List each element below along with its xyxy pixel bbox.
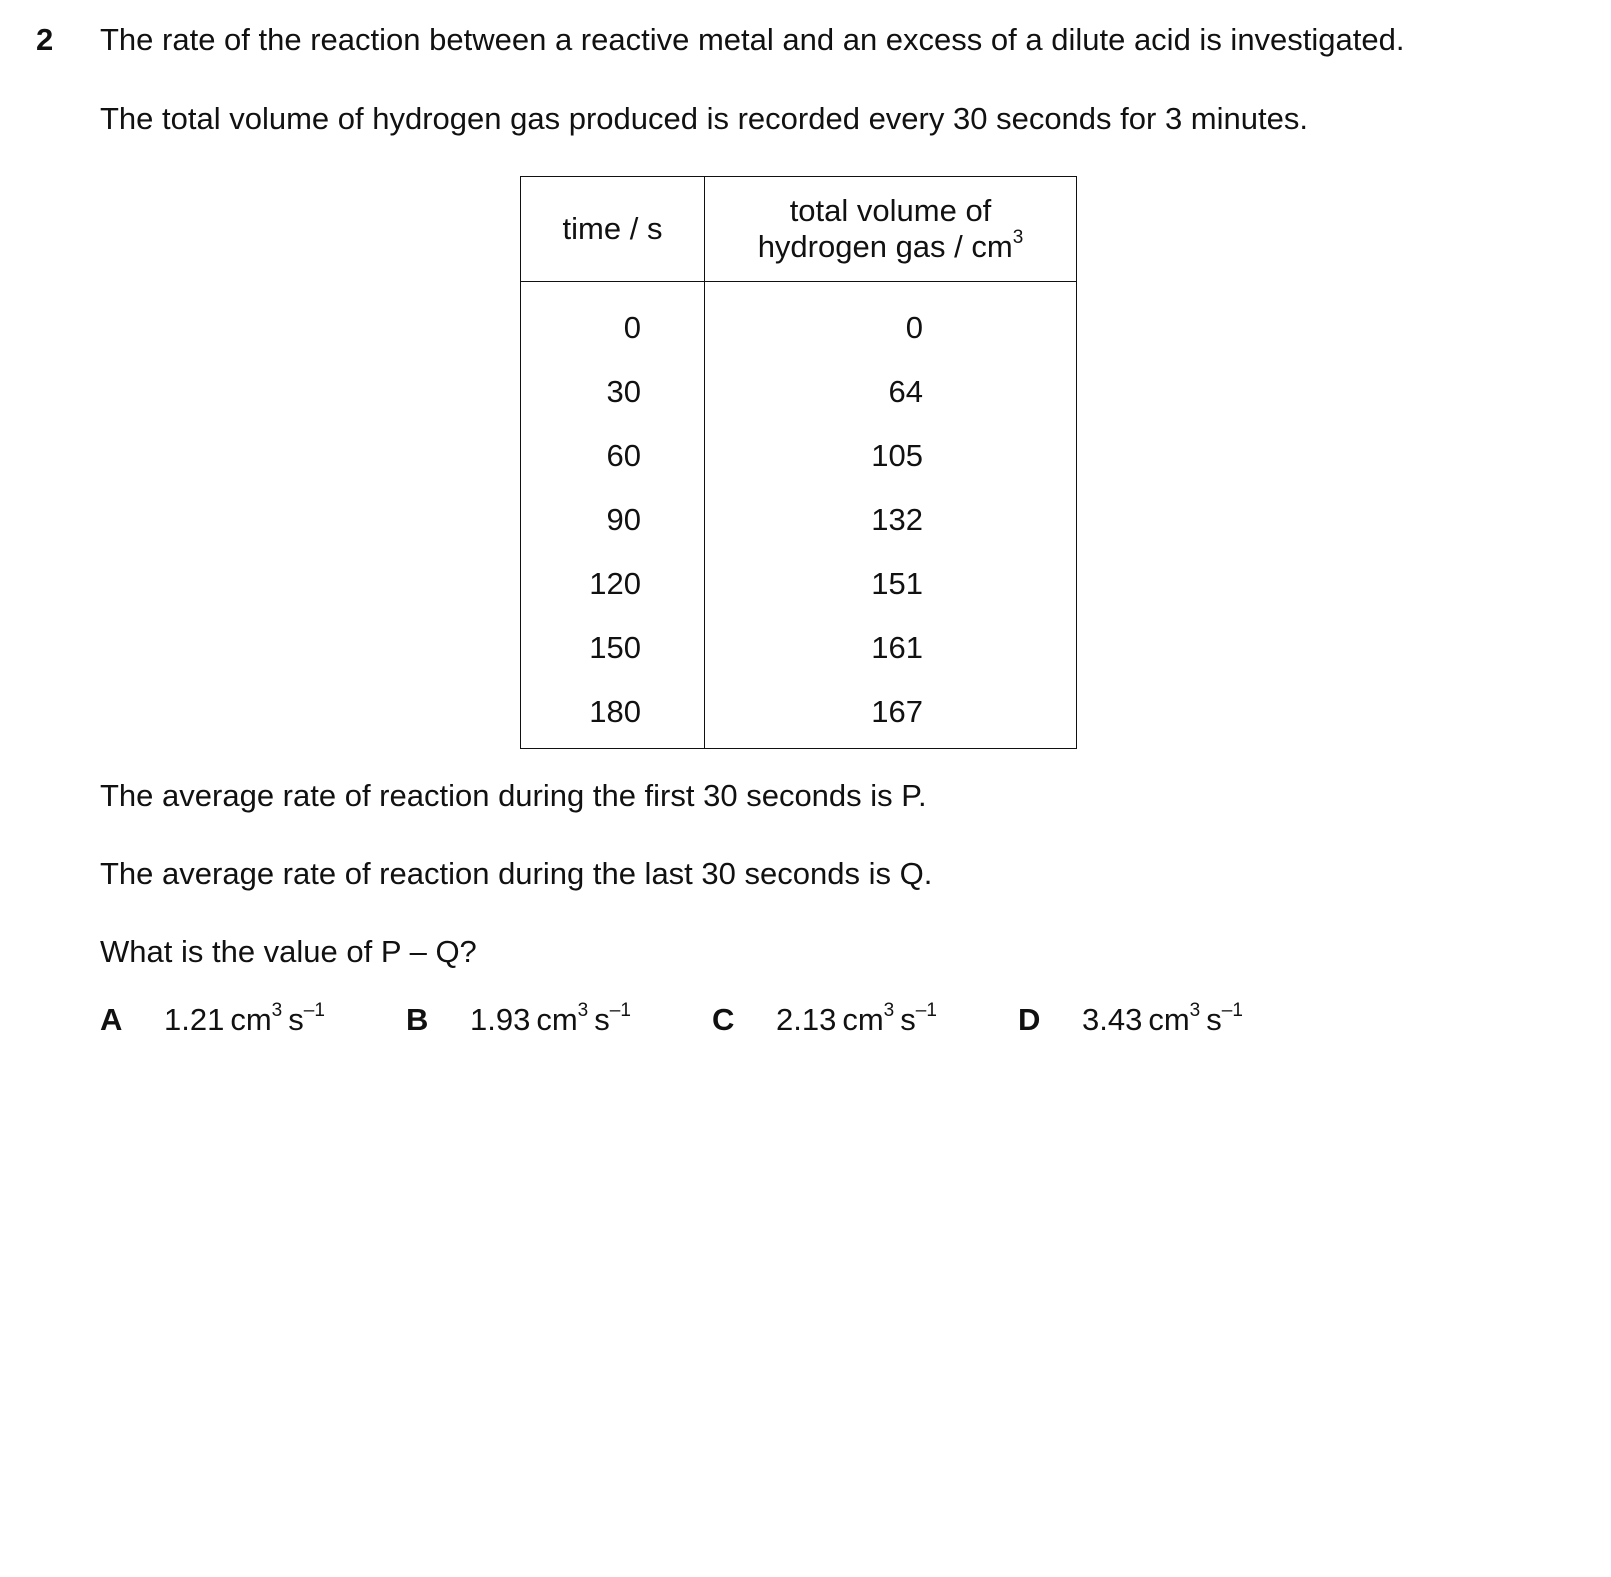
option-sup-cm: 3 <box>271 1000 283 1021</box>
option-unit-s: s <box>594 1002 610 1037</box>
volume-value: 105 <box>871 438 923 473</box>
option-d[interactable] <box>1018 1000 1243 1038</box>
time-cell <box>521 680 705 749</box>
option-number: 1.93 <box>470 1002 531 1037</box>
header-time <box>521 177 705 282</box>
option-unit-cm: cm <box>536 1002 578 1037</box>
volume-cell <box>705 552 1077 616</box>
table-row <box>521 488 1077 552</box>
time-value: 120 <box>589 566 641 601</box>
volume-cell <box>705 360 1077 424</box>
time-value: 0 <box>623 310 641 345</box>
volume-cell <box>705 488 1077 552</box>
time-value: 30 <box>606 374 641 409</box>
table-row <box>521 680 1077 749</box>
option-sup-cm: 3 <box>1189 1000 1201 1021</box>
table-header-row <box>521 177 1077 282</box>
option-value <box>1082 1002 1243 1038</box>
option-c[interactable] <box>712 1000 937 1038</box>
time-cell <box>521 282 705 361</box>
volume-value: 161 <box>871 630 923 665</box>
option-sup-s: –1 <box>1221 1000 1243 1021</box>
time-value: 60 <box>606 438 641 473</box>
question-number: 2 <box>36 22 54 57</box>
header-time-label: time / s <box>562 211 663 246</box>
header-volume <box>705 177 1077 282</box>
option-letter: C <box>712 1002 735 1037</box>
table-row <box>521 616 1077 680</box>
option-letter: A <box>100 1002 123 1037</box>
volume-cell <box>705 616 1077 680</box>
option-unit-s: s <box>1206 1002 1222 1037</box>
p-definition-text: The average rate of reaction during the first 30 seconds is P. <box>100 778 927 813</box>
volume-cell <box>705 424 1077 488</box>
table-row <box>521 552 1077 616</box>
volume-value: 132 <box>871 502 923 537</box>
table-row <box>521 424 1077 488</box>
time-value: 90 <box>606 502 641 537</box>
option-a[interactable] <box>100 1000 325 1038</box>
time-cell <box>521 488 705 552</box>
question-text: What is the value of P – Q? <box>100 934 477 969</box>
volume-value: 151 <box>871 566 923 601</box>
option-letter: B <box>406 1002 429 1037</box>
option-value <box>776 1002 937 1038</box>
time-cell <box>521 424 705 488</box>
intro-text: The rate of the reaction between a reactive metal and an excess of a dilute acid is investigated. <box>100 22 1405 57</box>
option-number: 1.21 <box>164 1002 225 1037</box>
volume-value: 0 <box>905 310 923 345</box>
method-text: The total volume of hydrogen gas produced is recorded every 30 seconds for 3 minutes. <box>100 101 1308 136</box>
option-value <box>164 1002 325 1038</box>
option-number: 2.13 <box>776 1002 837 1037</box>
header-volume-line1: total volume of <box>789 193 992 228</box>
option-unit-cm: cm <box>230 1002 272 1037</box>
time-value: 180 <box>589 694 641 729</box>
option-sup-s: –1 <box>915 1000 937 1021</box>
option-b[interactable] <box>406 1000 631 1038</box>
results-table <box>520 176 1077 749</box>
option-unit-cm: cm <box>842 1002 884 1037</box>
option-unit-cm: cm <box>1148 1002 1190 1037</box>
time-cell <box>521 552 705 616</box>
table-body <box>521 282 1077 749</box>
option-unit-s: s <box>900 1002 916 1037</box>
header-volume-line2 <box>705 229 1076 265</box>
time-cell <box>521 616 705 680</box>
volume-cell <box>705 282 1077 361</box>
option-letter: D <box>1018 1002 1041 1037</box>
option-sup-s: –1 <box>609 1000 631 1021</box>
option-sup-cm: 3 <box>883 1000 895 1021</box>
volume-cell <box>705 680 1077 749</box>
time-cell <box>521 360 705 424</box>
option-value <box>470 1002 631 1038</box>
header-volume-sup: 3 <box>1012 227 1024 248</box>
time-value: 150 <box>589 630 641 665</box>
option-unit-s: s <box>288 1002 304 1037</box>
q-definition-text: The average rate of reaction during the last 30 seconds is Q. <box>100 856 933 891</box>
option-sup-cm: 3 <box>577 1000 589 1021</box>
header-volume-unit: hydrogen gas / cm <box>757 229 1013 264</box>
table-row <box>521 282 1077 361</box>
option-sup-s: –1 <box>303 1000 325 1021</box>
table-row <box>521 360 1077 424</box>
volume-value: 167 <box>871 694 923 729</box>
option-number: 3.43 <box>1082 1002 1143 1037</box>
volume-value: 64 <box>888 374 923 409</box>
